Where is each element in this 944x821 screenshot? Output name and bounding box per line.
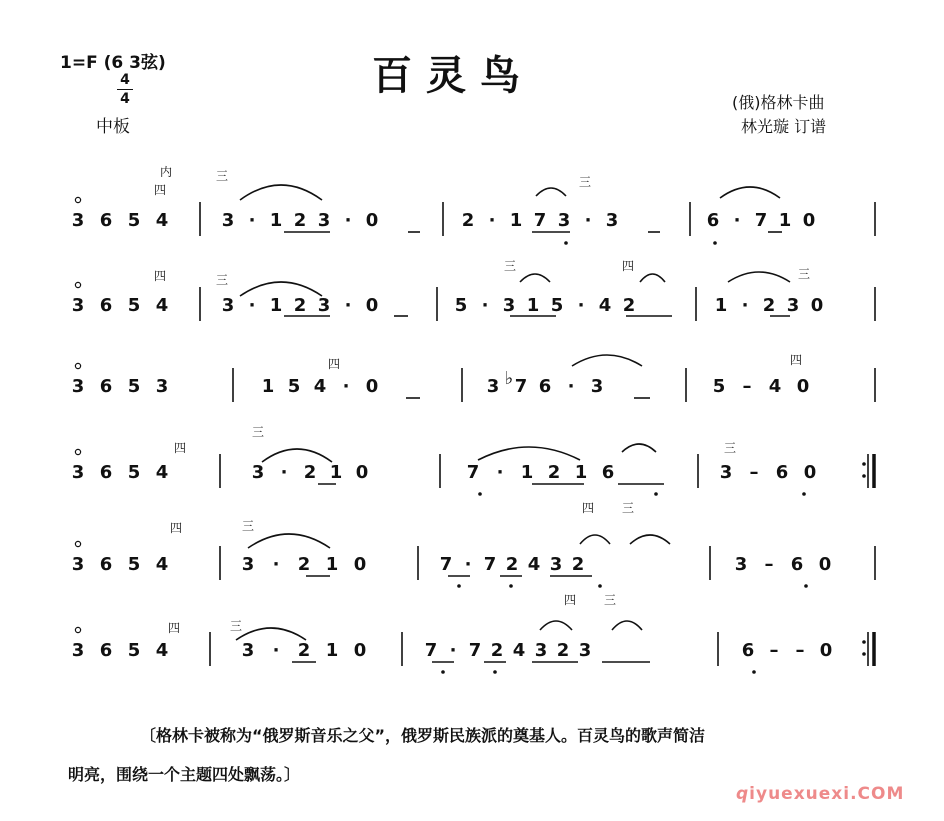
low-octave-dot	[509, 584, 513, 588]
string-mark-three: 三	[603, 593, 617, 607]
note: 1	[526, 295, 540, 316]
note: 2	[571, 554, 585, 575]
open-string-mark	[75, 282, 80, 287]
duration-dot: ·	[248, 295, 256, 316]
note: 0	[365, 295, 379, 316]
note: 7	[424, 640, 438, 661]
string-mark-four: 四	[167, 621, 181, 635]
open-string-mark	[75, 449, 80, 454]
note: 6	[99, 210, 113, 231]
string-mark-four: 四	[173, 441, 187, 455]
meter-bottom: 4	[120, 91, 130, 107]
string-mark-four: 四	[621, 259, 635, 273]
note: 1	[329, 462, 343, 483]
duration-dot: ·	[741, 295, 749, 316]
note: 3	[221, 295, 235, 316]
string-mark-three: 三	[723, 441, 737, 455]
string-mark-four: 四	[563, 593, 577, 607]
note: 3	[502, 295, 516, 316]
string-mark-four: 四	[153, 183, 167, 197]
low-octave-dot	[441, 670, 445, 674]
low-octave-dot	[713, 241, 717, 245]
note: 4	[527, 554, 541, 575]
low-octave-dot	[804, 584, 808, 588]
note: 2	[293, 295, 307, 316]
string-mark-three: 三	[215, 273, 229, 287]
slur	[728, 272, 790, 282]
note: 2	[293, 210, 307, 231]
note: 3	[557, 210, 571, 231]
note: 4	[155, 462, 169, 483]
note: 7	[533, 210, 547, 231]
note: 5	[127, 554, 141, 575]
note: 4	[155, 295, 169, 316]
duration-dot: ·	[584, 210, 592, 231]
duration-dot: ·	[488, 210, 496, 231]
note: 4	[155, 210, 169, 231]
note: 5	[287, 376, 301, 397]
note: 1	[269, 210, 283, 231]
note: 4	[598, 295, 612, 316]
string-mark-three: 三	[241, 519, 255, 533]
open-string-mark	[75, 541, 80, 546]
note: 3	[786, 295, 800, 316]
note: 2	[297, 640, 311, 661]
repeat-dot	[862, 652, 866, 656]
note: 3	[71, 376, 85, 397]
note: 4	[155, 554, 169, 575]
note: 0	[819, 640, 833, 661]
note: 3	[71, 210, 85, 231]
open-string-mark	[75, 627, 80, 632]
duration-dot: ·	[449, 640, 457, 661]
note: 3	[534, 640, 548, 661]
note: 3	[486, 376, 500, 397]
note: 3	[71, 295, 85, 316]
note: 1	[520, 462, 534, 483]
string-mark-four: 四	[327, 357, 341, 371]
dash: –	[795, 640, 805, 661]
slur	[240, 282, 322, 296]
note: 1	[325, 554, 339, 575]
note: 4	[155, 640, 169, 661]
note: 2	[547, 462, 561, 483]
watermark	[736, 784, 904, 804]
note: 4	[313, 376, 327, 397]
string-mark-three: 三	[215, 169, 229, 183]
duration-dot: ·	[342, 376, 350, 397]
duration-dot: ·	[248, 210, 256, 231]
string-mark-four: 四	[169, 521, 183, 535]
note: 6	[99, 376, 113, 397]
note: 0	[796, 376, 810, 397]
dash: –	[742, 376, 752, 397]
string-mark-three: 三	[578, 175, 592, 189]
note: 0	[365, 376, 379, 397]
repeat-dot	[862, 474, 866, 478]
note: 3	[241, 554, 255, 575]
open-string-mark	[75, 363, 80, 368]
repeat-dot	[862, 462, 866, 466]
note: 5	[127, 376, 141, 397]
low-octave-dot	[802, 492, 806, 496]
slur	[540, 621, 572, 630]
open-string-mark	[75, 197, 80, 202]
note: 3	[578, 640, 592, 661]
note: 3	[605, 210, 619, 231]
arranger-credit: 林光璇 订谱	[741, 117, 827, 136]
slur	[630, 535, 670, 544]
note: 1	[325, 640, 339, 661]
low-octave-dot	[654, 492, 658, 496]
dash: –	[764, 554, 774, 575]
note: 0	[365, 210, 379, 231]
note: 6	[538, 376, 552, 397]
slur	[240, 185, 322, 200]
duration-dot: ·	[344, 295, 352, 316]
footnote-line-1: 〔格林卡被称为“俄罗斯音乐之父”，俄罗斯民族派的奠基人。百灵鸟的歌声简洁	[140, 726, 706, 745]
low-octave-dot	[478, 492, 482, 496]
note: 4	[512, 640, 526, 661]
note: 3	[734, 554, 748, 575]
slur	[262, 449, 332, 462]
note: 6	[601, 462, 615, 483]
note: 6	[775, 462, 789, 483]
duration-dot: ·	[577, 295, 585, 316]
slur	[478, 447, 580, 460]
slur	[622, 444, 656, 452]
composer-credit: (俄)格林卡曲	[732, 93, 825, 112]
slur	[536, 188, 566, 196]
repeat-dot	[862, 640, 866, 644]
dash: –	[769, 640, 779, 661]
string-mark-three: 三	[797, 267, 811, 281]
string-mark-three: 三	[251, 425, 265, 439]
note: 0	[810, 295, 824, 316]
note: 1	[261, 376, 275, 397]
note: 6	[99, 462, 113, 483]
tempo-marking: 中板	[96, 117, 130, 137]
duration-dot: ·	[464, 554, 472, 575]
note: 5	[127, 295, 141, 316]
note: 0	[818, 554, 832, 575]
note: 0	[802, 210, 816, 231]
note: 1	[574, 462, 588, 483]
string-mark-four: 四	[581, 501, 595, 515]
duration-dot: ·	[280, 462, 288, 483]
note: 3	[155, 376, 169, 397]
note: 3	[590, 376, 604, 397]
note: 2	[303, 462, 317, 483]
duration-dot: ·	[496, 462, 504, 483]
string-mark-three: 三	[229, 619, 243, 633]
note: 3	[719, 462, 733, 483]
string-mark-three: 三	[621, 501, 635, 515]
note: 6	[741, 640, 755, 661]
note: 6	[790, 554, 804, 575]
duration-dot: ·	[733, 210, 741, 231]
key-signature: 1=F (6 3弦)	[60, 53, 166, 73]
slur	[572, 355, 642, 366]
watermark-rest: iyuexuexi.COM	[749, 784, 905, 804]
note: 6	[99, 554, 113, 575]
dash: –	[749, 462, 759, 483]
page-title: 百灵鸟	[372, 53, 534, 99]
note: 5	[712, 376, 726, 397]
watermark-q: q	[736, 784, 750, 804]
duration-dot: ·	[567, 376, 575, 397]
flat-sign: ♭	[504, 368, 514, 389]
note: 1	[509, 210, 523, 231]
note: 5	[127, 210, 141, 231]
note: 2	[505, 554, 519, 575]
note: 0	[355, 462, 369, 483]
note: 5	[550, 295, 564, 316]
string-mark-three: 三	[503, 259, 517, 273]
note: 3	[317, 210, 331, 231]
note: 5	[127, 640, 141, 661]
note: 6	[706, 210, 720, 231]
note: 0	[803, 462, 817, 483]
note: 3	[221, 210, 235, 231]
note: 7	[466, 462, 480, 483]
note: 7	[439, 554, 453, 575]
slur	[520, 274, 550, 282]
meter-top: 4	[120, 72, 130, 88]
note: 1	[778, 210, 792, 231]
note: 2	[490, 640, 504, 661]
note: 3	[71, 640, 85, 661]
low-octave-dot	[457, 584, 461, 588]
note: 5	[127, 462, 141, 483]
note: 2	[461, 210, 475, 231]
low-octave-dot	[493, 670, 497, 674]
slur	[580, 535, 610, 544]
note: 2	[297, 554, 311, 575]
duration-dot: ·	[272, 554, 280, 575]
note: 3	[251, 462, 265, 483]
low-octave-dot	[752, 670, 756, 674]
note: 7	[483, 554, 497, 575]
slur	[248, 534, 330, 548]
duration-dot: ·	[481, 295, 489, 316]
note: 3	[241, 640, 255, 661]
note: 2	[762, 295, 776, 316]
note: 3	[317, 295, 331, 316]
note: 4	[768, 376, 782, 397]
note: 6	[99, 640, 113, 661]
low-octave-dot	[598, 584, 602, 588]
note: 7	[514, 376, 528, 397]
low-octave-dot	[564, 241, 568, 245]
note: 3	[71, 462, 85, 483]
note: 0	[353, 640, 367, 661]
string-mark-four: 四	[153, 269, 167, 283]
note: 7	[468, 640, 482, 661]
string-mark-four: 四	[789, 353, 803, 367]
slur	[640, 274, 665, 282]
slur	[720, 187, 780, 198]
note: 3	[549, 554, 563, 575]
note: 7	[754, 210, 768, 231]
note: 2	[556, 640, 570, 661]
note: 2	[622, 295, 636, 316]
note: 1	[269, 295, 283, 316]
note: 6	[99, 295, 113, 316]
note: 0	[353, 554, 367, 575]
string-mark-inner: 内	[159, 165, 173, 179]
duration-dot: ·	[272, 640, 280, 661]
duration-dot: ·	[344, 210, 352, 231]
slur	[612, 621, 642, 630]
note: 1	[714, 295, 728, 316]
footnote-line-2: 明亮，围绕一个主题四处飘荡。〕	[68, 765, 301, 784]
note: 3	[71, 554, 85, 575]
note: 5	[454, 295, 468, 316]
slur	[236, 628, 306, 640]
